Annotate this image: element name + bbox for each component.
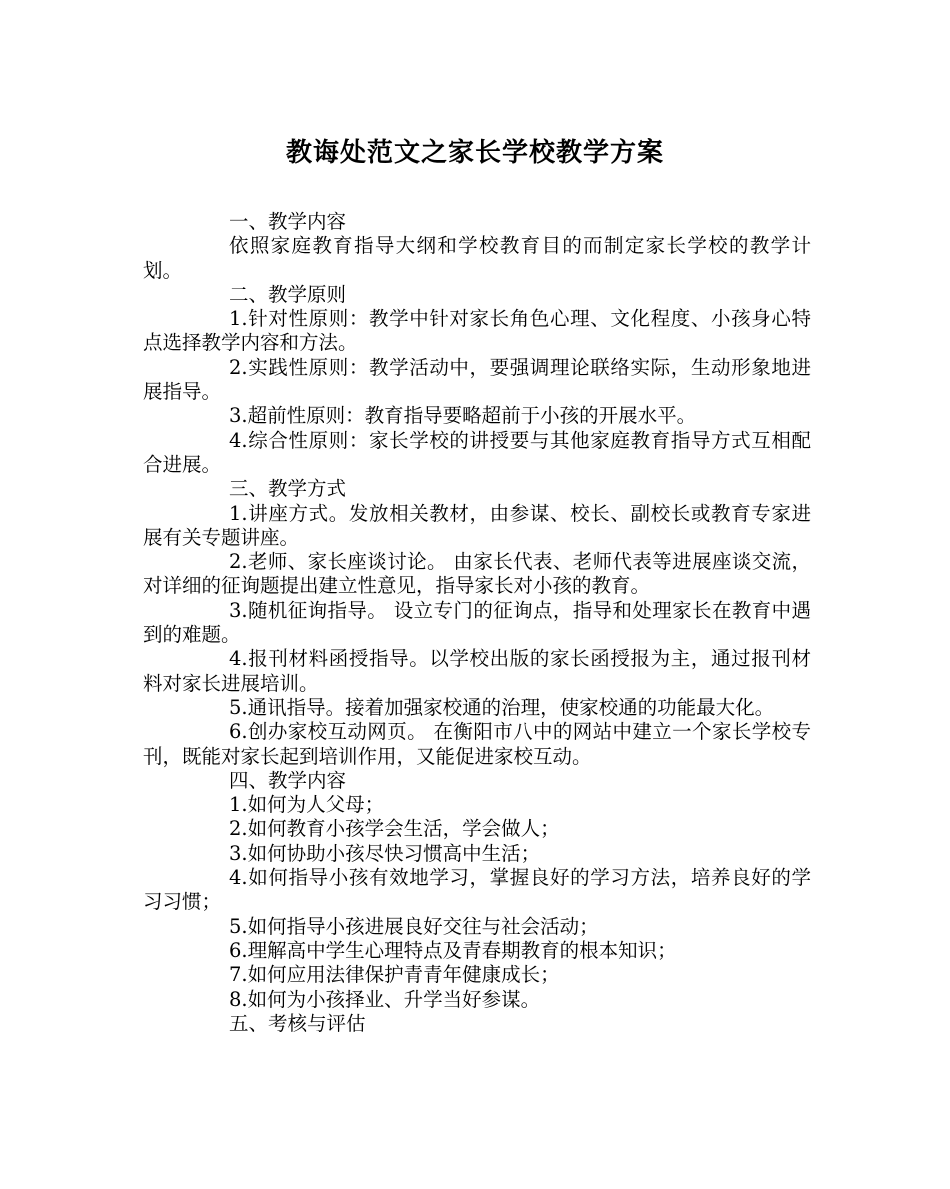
list-item: 3.如何协助小孩尽快习惯高中生活；	[229, 841, 541, 865]
list-item: 2.实践性原则：教学活动中，要强调理论联络实际，生动形象地进展指导。	[143, 355, 811, 404]
list-item: 4.综合性原则：家长学校的讲授要与其他家庭教育指导方式互相配合进展。	[143, 428, 811, 476]
section-heading: 四、教学内容	[229, 768, 347, 792]
list-item: 4.报刊材料函授指导。以学校出版的家长函授报为主，通过报刊材料对家长进展培训。	[143, 647, 811, 695]
section-heading: 二、教学原则	[229, 282, 347, 306]
list-item: 2.如何教育小孩学会生活，学会做人；	[229, 817, 560, 841]
list-item: 8.如何为小孩择业、升学当好参谋。	[229, 987, 541, 1011]
section-heading: 三、教学方式	[229, 477, 347, 501]
list-item: 6.创办家校互动网页。 在衡阳市八中的网站中建立一个家长学校专刊，既能对家长起到培训作用，又能促进家校互动。	[143, 720, 811, 768]
list-item: 1.讲座方式。发放相关教材，由参谋、校长、副校长或教育专家进展有关专题讲座。	[143, 501, 811, 549]
list-item: 4.如何指导小孩有效地学习，掌握良好的学习方法，培养良好的学习习惯；	[143, 866, 811, 914]
list-item: 5.如何指导小孩进展良好交往与社会活动；	[229, 914, 599, 938]
section-heading: 五、考核与评估	[229, 1011, 366, 1035]
list-item: 5.通讯指导。接着加强家校通的治理，使家校通的功能最大化。	[229, 695, 775, 719]
list-item: 2.老师、家长座谈讨论。 由家长代表、老师代表等进展座谈交流，对详细的征询题提出建立性意见，指导家长对小孩的教育。	[143, 550, 811, 598]
list-item: 7.如何应用法律保护青青年健康成长；	[229, 963, 560, 987]
paragraph: 依照家庭教育指导大纲和学校教育目的而制定家长学校的教学计划。	[143, 234, 811, 282]
list-item: 3.超前性原则：教育指导要略超前于小孩的开展水平。	[229, 404, 697, 428]
section-heading: 一、教学内容	[229, 210, 347, 233]
list-item: 6.理解高中学生心理特点及青春期教育的根本知识；	[229, 938, 677, 962]
document-title: 教诲处范文之家长学校教学方案	[285, 138, 664, 168]
list-item: 1.针对性原则：教学中针对家长角色心理、文化程度、小孩身心特点选择教学内容和方法。	[143, 307, 811, 355]
list-item: 1.如何为人父母；	[229, 793, 385, 817]
list-item: 3.随机征询指导。 设立专门的征询点，指导和处理家长在教育中遇到的难题。	[143, 598, 811, 647]
document-body	[143, 210, 811, 1036]
